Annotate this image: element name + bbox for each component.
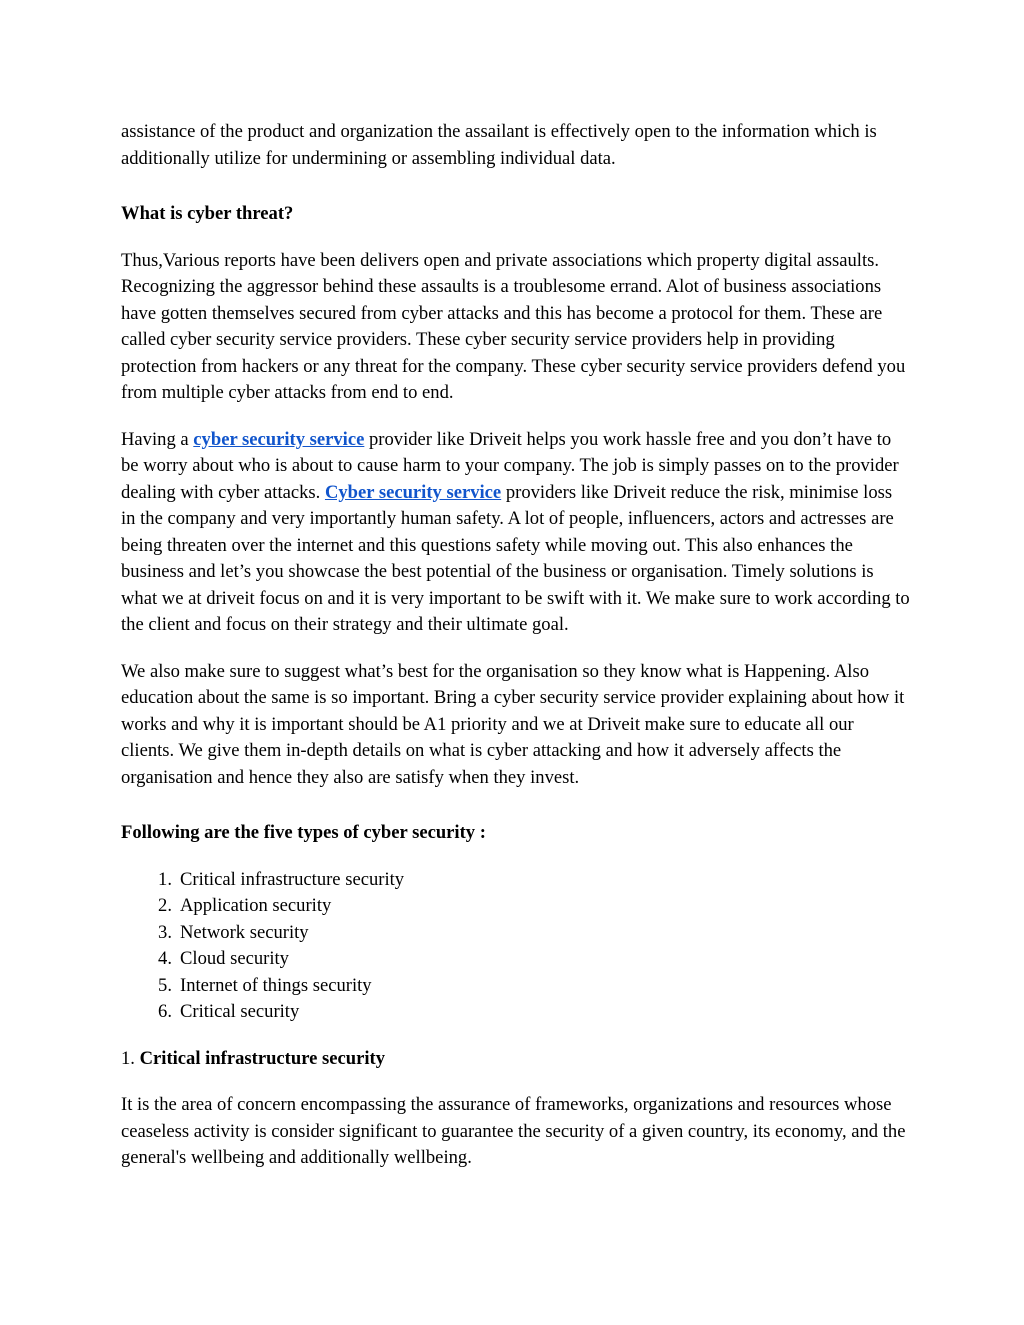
list-item-label: Internet of things security xyxy=(180,974,372,996)
list-number: 2. xyxy=(158,895,172,916)
section1-title: Critical infrastructure security xyxy=(139,1047,386,1069)
list-number: 3. xyxy=(158,921,172,943)
heading-types-of-cyber-security: Following are the five types of cyber security : xyxy=(121,822,486,843)
list-item xyxy=(158,920,911,947)
intro-paragraph: assistance of the product and organization the assailant is effectively open to the information which is additionally utilize for undermining or assembling individual data. xyxy=(121,121,877,169)
list-item-label: Critical infrastructure security xyxy=(180,868,405,890)
section1-heading xyxy=(121,1046,911,1073)
paragraph-cyber-threat: Thus,Various reports have been delivers open and private associations which property digital assaults. Recognizing the aggressor behind these assaults is a troublesome errand. Alot of business associations have gotten themselves secured from cyber attacks and this has become a protocol for them. These are called cyber security service providers. These cyber security service providers help in providing protection from hackers or any threat for the company. These cyber security service providers defend you from multiple cyber attacks from end to end. xyxy=(121,249,906,403)
list-item xyxy=(158,893,911,920)
list-item-label: Cloud security xyxy=(180,948,289,969)
list-number: 1. xyxy=(158,868,172,890)
paragraph-text: provider like Driveit helps you work hassle free and you don’t have to be worry about who is about to cause harm to your company. The job is simply passes on to the provider dealing with cyber attacks. xyxy=(121,428,899,503)
paragraph-text: Having a xyxy=(121,428,194,450)
list-item xyxy=(158,946,911,973)
cyber-security-service-link[interactable]: cyber security service xyxy=(193,428,365,450)
list-number: 4. xyxy=(158,948,172,969)
types-list xyxy=(121,867,911,1026)
section1-paragraph: It is the area of concern encompassing the assurance of frameworks, organizations and resources whose ceaseless activity is consider significant to guarantee the security of a given country, its economy, and the general's wellbeing and additionally wellbeing. xyxy=(121,1094,906,1168)
list-item-label: Network security xyxy=(180,921,309,943)
list-item-label: Critical security xyxy=(180,1001,300,1022)
section1-number: 1. xyxy=(121,1047,140,1069)
heading-what-is-cyber-threat: What is cyber threat? xyxy=(121,203,294,224)
paragraph-suggest: We also make sure to suggest what’s best for the organisation so they know what is Happening. Also education about the same is so important. Bring a cyber security service provider explaining about how it works and why it is important should be A1 priority and we at Driveit make sure to educate all our clients. We give them in-depth details on what is cyber attacking and how it adversely affects the organisation and hence they also are satisfy when they invest. xyxy=(121,660,905,788)
paragraph-having-provider xyxy=(121,427,911,639)
list-item xyxy=(158,867,911,894)
cyber-security-service-link-2[interactable]: Cyber security service xyxy=(324,481,502,503)
list-number: 5. xyxy=(158,974,172,996)
list-number: 6. xyxy=(158,1001,172,1022)
list-item xyxy=(158,999,911,1026)
list-item xyxy=(158,973,911,1000)
list-item-label: Application security xyxy=(180,895,332,916)
document-page xyxy=(121,119,911,1172)
paragraph-text: providers like Driveit reduce the risk, minimise loss in the company and very importantly human safety. A lot of people, influencers, actors and actresses are being threaten over the internet and this questions safety while moving out. This also enhances the business and let’s you showcase the best potential of the business or organisation. Timely solutions is what we at driveit focus on and it is very important to be swift with it. We make sure to work according to the client and focus on their strategy and their ultimate goal. xyxy=(121,481,910,635)
